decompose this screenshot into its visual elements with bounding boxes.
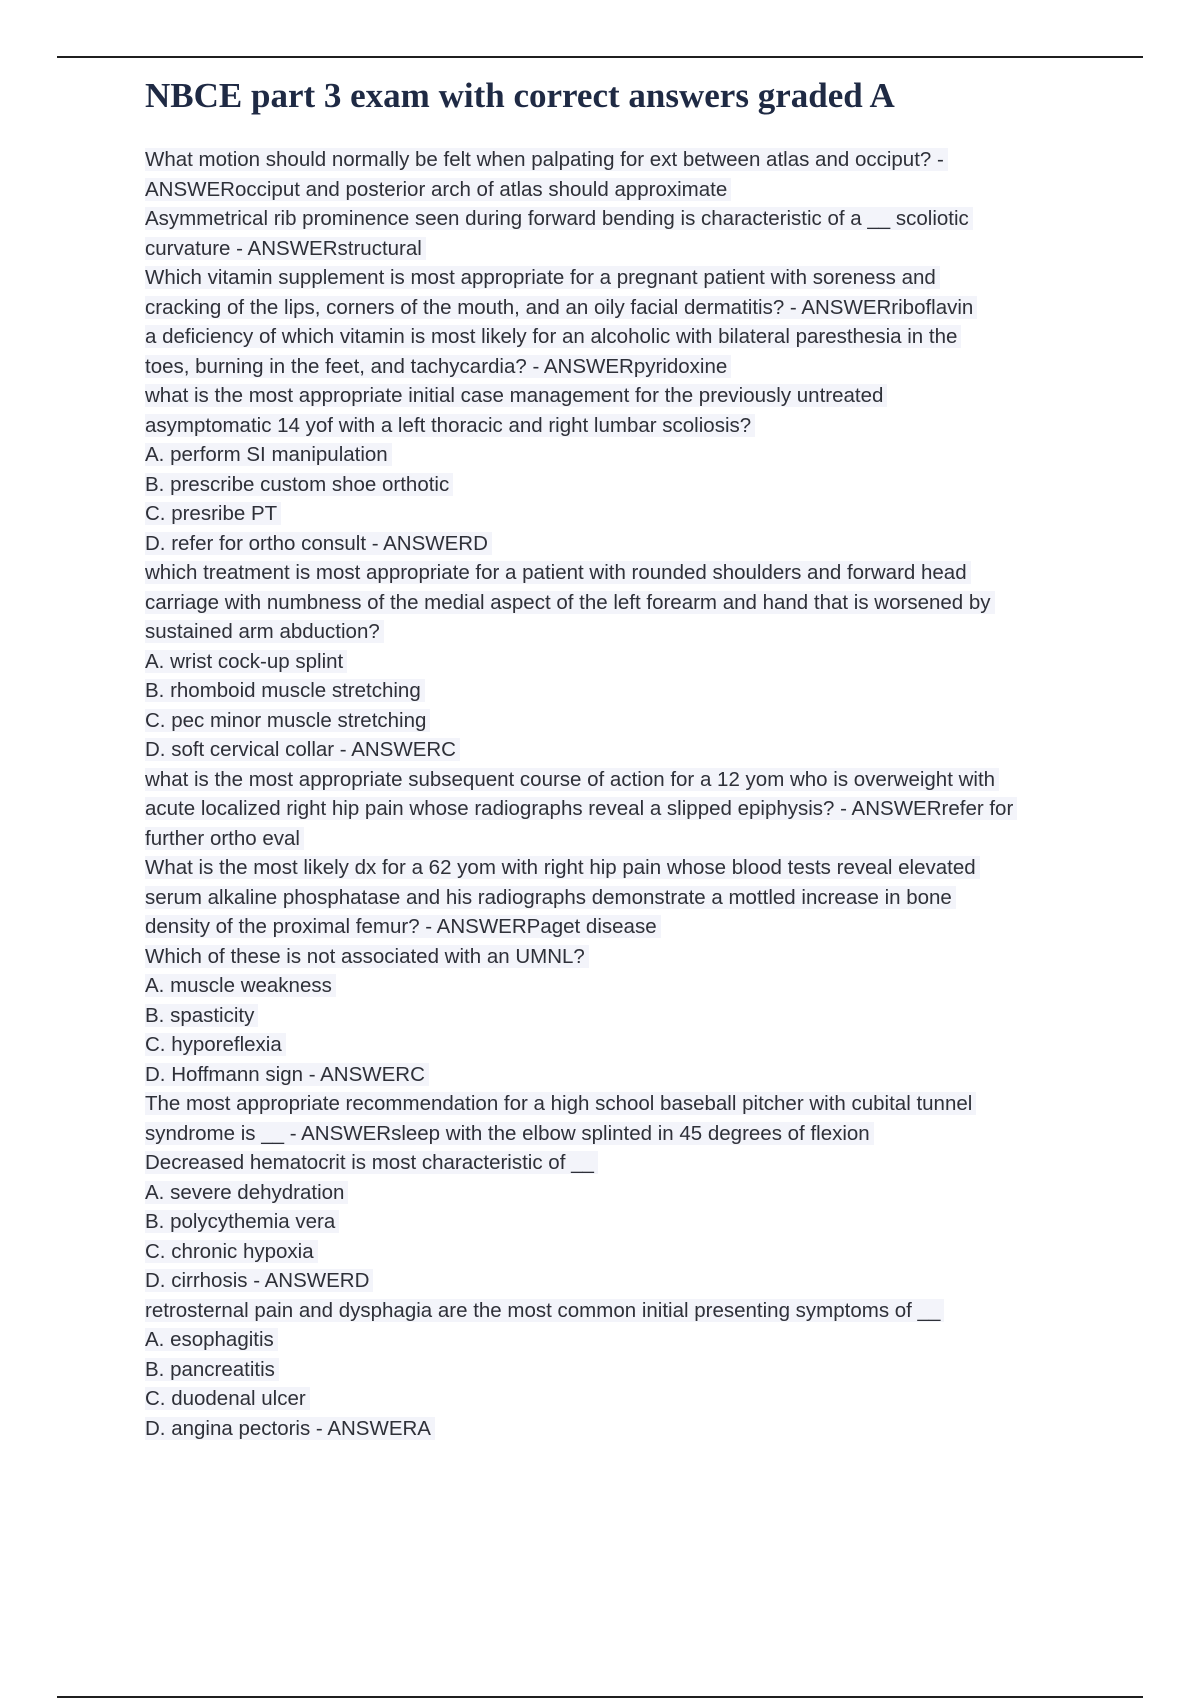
text-line-content: C. presribe PT: [145, 502, 281, 525]
text-line-content: cracking of the lips, corners of the mouth, and an oily facial dermatitis? - ANSWERriboflavin: [145, 296, 977, 319]
text-line: [145, 145, 1085, 175]
text-line-content: sustained arm abduction?: [145, 620, 384, 643]
text-line: [145, 1207, 1085, 1237]
text-line-content: C. hyporeflexia: [145, 1033, 286, 1056]
text-line: [145, 381, 1085, 411]
text-line: [145, 676, 1085, 706]
text-line-content: B. prescribe custom shoe orthotic: [145, 473, 453, 496]
text-line: [145, 470, 1085, 500]
text-line: [145, 1237, 1085, 1267]
text-line-content: What is the most likely dx for a 62 yom with right hip pain whose blood tests reveal elevated: [145, 856, 980, 879]
text-line-content: A. muscle weakness: [145, 974, 336, 997]
text-line: [145, 440, 1085, 470]
text-line: [145, 1030, 1085, 1060]
text-line: [145, 411, 1085, 441]
text-line: [145, 1148, 1085, 1178]
text-line: [145, 322, 1085, 352]
text-line-content: Asymmetrical rib prominence seen during forward bending is characteristic of a __ scoliotic: [145, 207, 973, 230]
text-line-content: ANSWERocciput and posterior arch of atlas should approximate: [145, 178, 731, 201]
text-line-content: further ortho eval: [145, 827, 304, 850]
text-line: [145, 558, 1085, 588]
text-line-content: B. rhomboid muscle stretching: [145, 679, 425, 702]
text-line-content: B. polycythemia vera: [145, 1210, 339, 1233]
text-line: [145, 1119, 1085, 1149]
text-line: [145, 794, 1085, 824]
text-line-content: D. soft cervical collar - ANSWERC: [145, 738, 460, 761]
text-line-content: D. angina pectoris - ANSWERA: [145, 1417, 435, 1440]
text-line: [145, 293, 1085, 323]
text-line-content: D. refer for ortho consult - ANSWERD: [145, 532, 492, 555]
text-line: [145, 912, 1085, 942]
text-line: [145, 735, 1085, 765]
text-line: [145, 853, 1085, 883]
text-line-content: a deficiency of which vitamin is most likely for an alcoholic with bilateral paresthesia in the: [145, 325, 961, 348]
text-line: [145, 883, 1085, 913]
text-line-content: density of the proximal femur? - ANSWERPaget disease: [145, 915, 661, 938]
text-line: [145, 942, 1085, 972]
text-line-content: Decreased hematocrit is most characteristic of __: [145, 1151, 598, 1174]
text-line-content: curvature - ANSWERstructural: [145, 237, 426, 260]
text-line: [145, 1060, 1085, 1090]
text-line-content: C. chronic hypoxia: [145, 1240, 318, 1263]
document-title: NBCE part 3 exam with correct answers graded A: [145, 76, 895, 115]
text-line-content: C. duodenal ulcer: [145, 1387, 310, 1410]
text-line: [145, 824, 1085, 854]
text-line: [145, 263, 1085, 293]
text-line-content: syndrome is __ - ANSWERsleep with the elbow splinted in 45 degrees of flexion: [145, 1122, 874, 1145]
text-line-content: C. pec minor muscle stretching: [145, 709, 430, 732]
text-line-content: D. cirrhosis - ANSWERD: [145, 1269, 373, 1292]
text-line-content: A. severe dehydration: [145, 1181, 348, 1204]
text-line-content: B. pancreatitis: [145, 1358, 279, 1381]
text-line: [145, 1296, 1085, 1326]
text-line-content: The most appropriate recommendation for a high school baseball pitcher with cubital tunnel: [145, 1092, 976, 1115]
text-line-content: A. wrist cock-up splint: [145, 650, 347, 673]
document-body: [145, 145, 1085, 1443]
text-line-content: A. esophagitis: [145, 1328, 278, 1351]
text-line-content: retrosternal pain and dysphagia are the most common initial presenting symptoms of __: [145, 1299, 944, 1322]
text-line-content: acute localized right hip pain whose radiographs reveal a slipped epiphysis? - ANSWERrefer for: [145, 797, 1017, 820]
text-line: [145, 706, 1085, 736]
text-line: [145, 1414, 1085, 1444]
text-line: [145, 1384, 1085, 1414]
text-line: [145, 1266, 1085, 1296]
text-line: [145, 1089, 1085, 1119]
text-line: [145, 175, 1085, 205]
bottom-rule: [57, 1696, 1143, 1698]
text-line: [145, 971, 1085, 1001]
text-line-content: What motion should normally be felt when palpating for ext between atlas and occiput? -: [145, 148, 948, 171]
text-line-content: A. perform SI manipulation: [145, 443, 392, 466]
top-rule: [57, 56, 1143, 58]
text-line-content: what is the most appropriate initial case management for the previously untreated: [145, 384, 887, 407]
text-line-content: which treatment is most appropriate for a patient with rounded shoulders and forward head: [145, 561, 971, 584]
text-line: [145, 234, 1085, 264]
text-line-content: what is the most appropriate subsequent course of action for a 12 yom who is overweight with: [145, 768, 999, 791]
text-line: [145, 1001, 1085, 1031]
text-line: [145, 499, 1085, 529]
text-line: [145, 204, 1085, 234]
text-line: [145, 1325, 1085, 1355]
text-line-content: asymptomatic 14 yof with a left thoracic and right lumbar scoliosis?: [145, 414, 755, 437]
text-line: [145, 529, 1085, 559]
text-line: [145, 1178, 1085, 1208]
text-line: [145, 1355, 1085, 1385]
text-line-content: D. Hoffmann sign - ANSWERC: [145, 1063, 429, 1086]
text-line-content: carriage with numbness of the medial aspect of the left forearm and hand that is worsened by: [145, 591, 995, 614]
text-line-content: toes, burning in the feet, and tachycardia? - ANSWERpyridoxine: [145, 355, 731, 378]
text-line: [145, 647, 1085, 677]
text-line-content: serum alkaline phosphatase and his radiographs demonstrate a mottled increase in bone: [145, 886, 956, 909]
text-line: [145, 588, 1085, 618]
text-line-content: B. spasticity: [145, 1004, 258, 1027]
text-line: [145, 765, 1085, 795]
text-line: [145, 617, 1085, 647]
text-line: [145, 352, 1085, 382]
text-line-content: Which vitamin supplement is most appropriate for a pregnant patient with soreness and: [145, 266, 940, 289]
text-line-content: Which of these is not associated with an UMNL?: [145, 945, 589, 968]
